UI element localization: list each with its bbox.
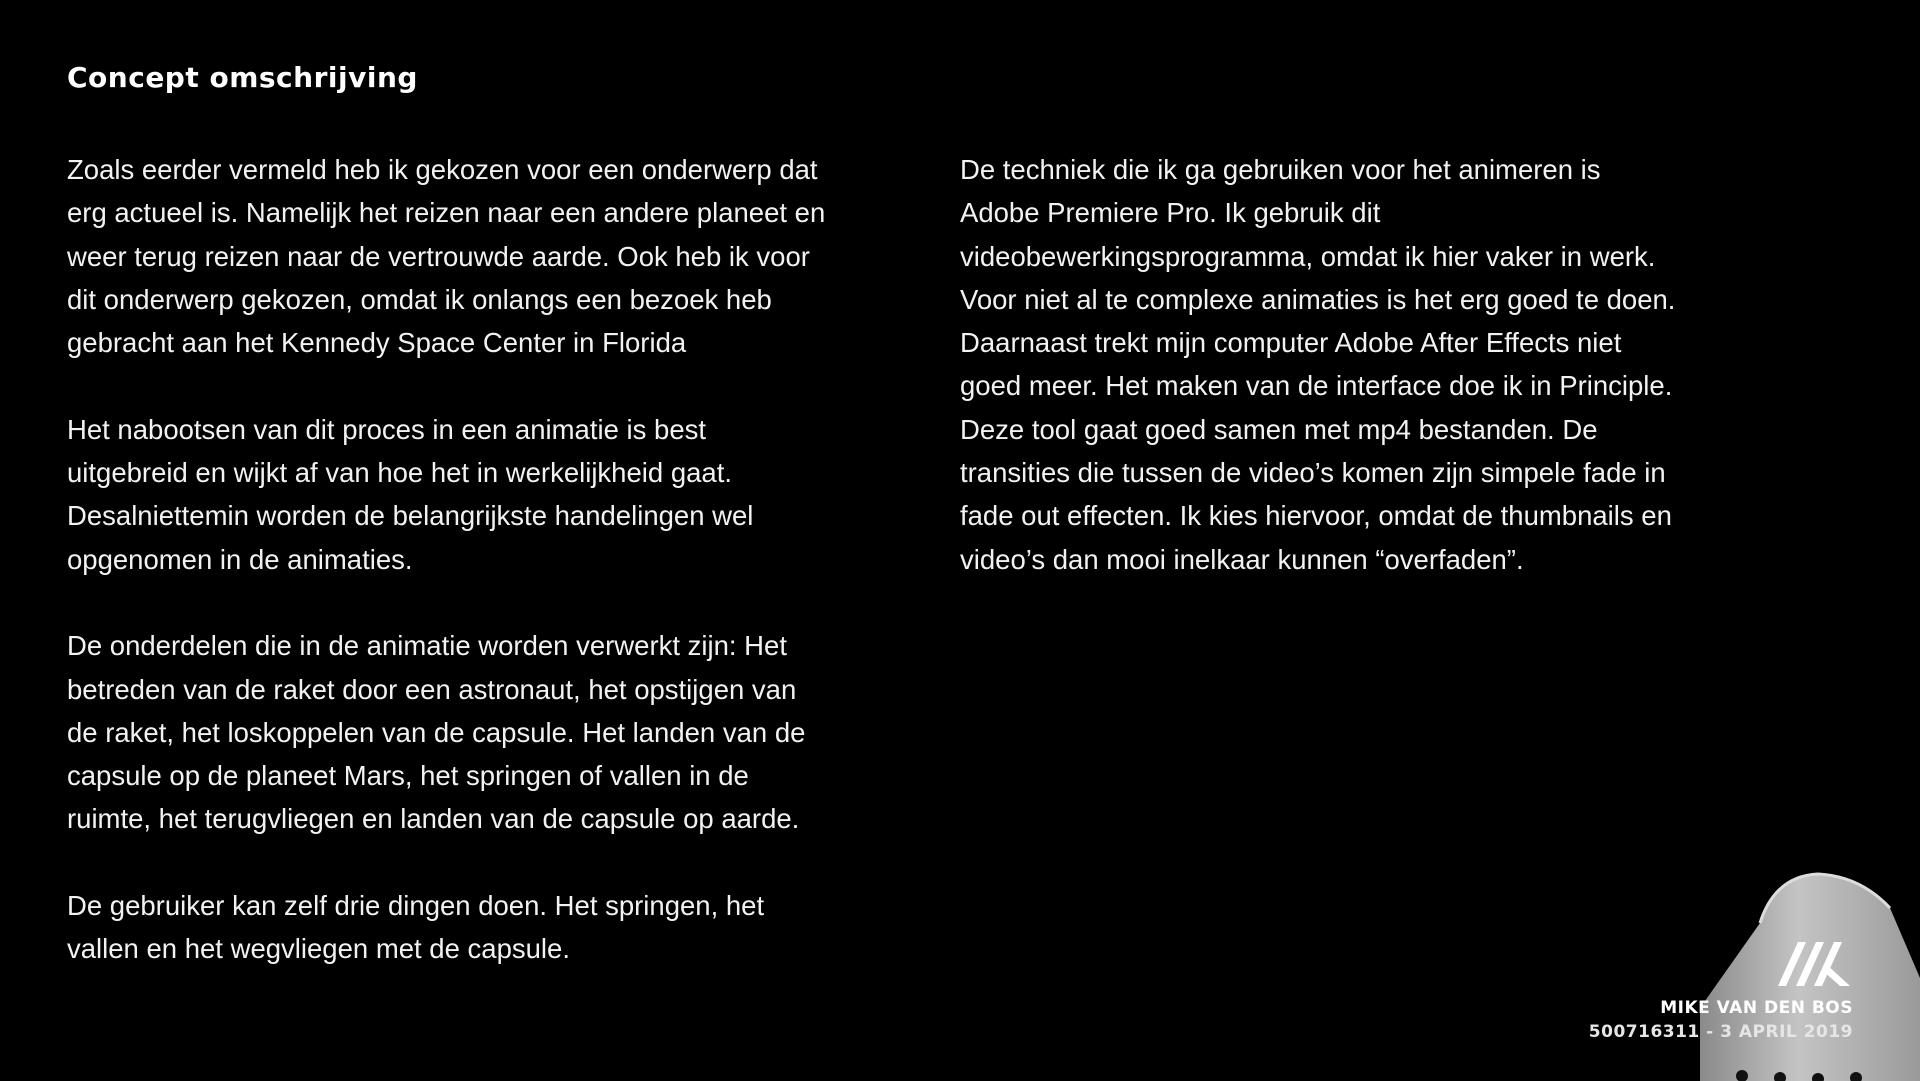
text-line: Daarnaast trekt mijn computer Adobe After Effects niet xyxy=(960,327,1622,359)
text-line: goed meer. Het maken van de interface doe ik in Principle. xyxy=(960,370,1673,402)
page-title: Concept omschrijving xyxy=(67,61,418,94)
text-line: De gebruiker kan zelf drie dingen doen. Het springen, het xyxy=(67,890,765,922)
text-line: de raket, het loskoppelen van de capsule. Het landen van de xyxy=(67,716,806,748)
mk-logo-icon xyxy=(1776,940,1852,988)
paragraph xyxy=(67,148,867,364)
text-line: De onderdelen die in de animatie worden verwerkt zijn: Het xyxy=(67,630,787,662)
text-line: ruimte, het terugvliegen en landen van de capsule op aarde. xyxy=(67,803,800,835)
paragraph xyxy=(960,148,1760,581)
text-line: video’s dan mooi inelkaar kunnen “overfaden”. xyxy=(960,543,1524,575)
right-column xyxy=(960,148,1760,624)
text-line: fade out effecten. Ik kies hiervoor, omdat de thumbnails en xyxy=(960,500,1672,532)
paragraph xyxy=(67,884,867,971)
text-line: Deze tool gaat goed samen met mp4 bestanden. De xyxy=(960,413,1598,445)
text-line: opgenomen in de animaties. xyxy=(67,543,413,575)
text-line: Desalniettemin worden de belangrijkste handelingen wel xyxy=(67,500,754,532)
paragraph xyxy=(67,624,867,840)
author-name: MIKE VAN DEN BOS xyxy=(1660,998,1853,1018)
text-line: betreden van de raket door een astronaut, het opstijgen van xyxy=(67,673,797,705)
text-line: Adobe Premiere Pro. Ik gebruik dit xyxy=(960,197,1381,229)
text-line: De techniek die ik ga gebruiken voor het animeren is xyxy=(960,154,1601,185)
text-line: vallen en het wegvliegen met de capsule. xyxy=(67,933,570,965)
text-line: dit onderwerp gekozen, omdat ik onlangs een bezoek heb xyxy=(67,283,772,315)
text-line: weer terug reizen naar de vertrouwde aarde. Ook heb ik voor xyxy=(67,240,810,272)
text-line: Zoals eerder vermeld heb ik gekozen voor een onderwerp dat xyxy=(67,154,818,185)
text-line: Voor niet al te complexe animaties is het erg goed te doen. xyxy=(960,283,1676,315)
text-line: videobewerkingsprogramma, omdat ik hier vaker in werk. xyxy=(960,240,1656,272)
paragraph xyxy=(67,408,867,581)
text-line: transities die tussen de video’s komen zijn simpele fade in xyxy=(960,457,1666,489)
author-meta: 500716311 - 3 APRIL 2019 xyxy=(1588,1022,1853,1042)
text-line: capsule op de planeet Mars, het springen of vallen in de xyxy=(67,760,749,792)
left-column xyxy=(67,148,867,1014)
text-line: gebracht aan het Kennedy Space Center in Florida xyxy=(67,327,687,359)
text-line: erg actueel is. Namelijk het reizen naar een andere planeet en xyxy=(67,197,826,229)
text-line: Het nabootsen van dit proces in een animatie is best xyxy=(67,413,706,445)
author-block xyxy=(1589,996,1853,1044)
text-line: uitgebreid en wijkt af van hoe het in werkelijkheid gaat. xyxy=(67,457,732,489)
